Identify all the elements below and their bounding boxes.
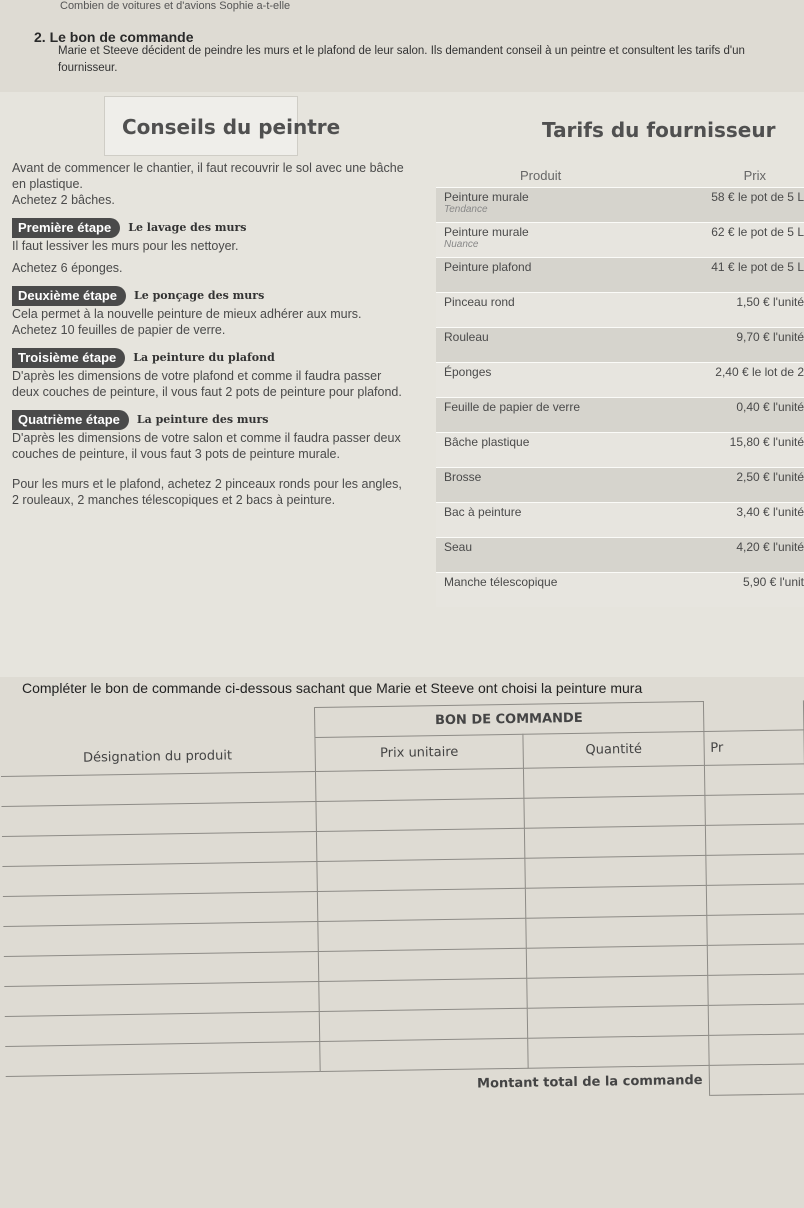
tarif-row <box>436 363 804 398</box>
tarif-row <box>436 398 804 433</box>
conseils-intro-buy: Achetez 2 bâches. <box>12 193 115 207</box>
tarif-price: 0,40 € l'unité <box>657 398 804 433</box>
order-price-cell[interactable] <box>708 1034 804 1066</box>
tarif-price: 4,20 € l'unité <box>657 538 804 573</box>
tarif-price: 62 € le pot de 5 L <box>657 223 804 258</box>
step-1-badge: Première étape <box>12 218 120 238</box>
tarif-price: 5,90 € l'unit <box>657 573 804 608</box>
tarif-price: 2,40 € le lot de 2 <box>657 363 804 398</box>
tarif-row <box>436 223 804 258</box>
order-title: BON DE COMMANDE <box>314 701 703 737</box>
tarif-product-name: Brosse <box>444 470 482 484</box>
exercise-intro: Marie et Steeve décident de peindre les murs et le plafond de leur salon. Ils demandent conseil à un peintre et consultent les tarifs d'un fournisseur. <box>58 45 745 74</box>
tarifs-col-price: Prix <box>743 168 766 183</box>
order-form <box>0 699 804 1208</box>
col-designation: Désignation du produit <box>0 738 315 777</box>
tarif-price: 41 € le pot de 5 L <box>657 258 804 293</box>
tarif-product-name: Manche télescopique <box>444 575 558 589</box>
order-unit-price-cell[interactable] <box>318 948 527 981</box>
step-2-title: Le ponçage des murs <box>134 289 265 302</box>
order-unit-price-cell[interactable] <box>317 858 526 891</box>
tarif-price: 58 € le pot de 5 L <box>657 188 804 223</box>
conseils-intro: Avant de commencer le chantier, il faut recouvrir le sol avec une bâche en plastique. <box>12 161 404 191</box>
order-price-cell[interactable] <box>707 944 804 976</box>
order-price-cell[interactable] <box>704 764 804 796</box>
tarif-row <box>436 573 804 608</box>
tarif-product <box>436 258 657 293</box>
step-1-text: Il faut lessiver les murs pour les nettoyer. <box>12 239 239 253</box>
conseils-text <box>12 160 410 508</box>
order-designation-cell[interactable] <box>4 952 319 987</box>
tarif-row <box>436 503 804 538</box>
order-unit-price-cell[interactable] <box>317 918 526 951</box>
tarif-product <box>436 398 657 433</box>
instruction-text: Compléter le bon de commande ci-dessous sachant que Marie et Steeve ont choisi la peinture mura <box>22 680 643 696</box>
order-designation-cell[interactable] <box>5 1012 320 1047</box>
step-3-badge: Troisième étape <box>12 348 125 368</box>
tarif-row <box>436 468 804 503</box>
order-designation-cell[interactable] <box>1 802 316 837</box>
order-designation-cell[interactable] <box>4 982 319 1017</box>
col-unit-price: Prix unitaire <box>315 734 524 771</box>
order-designation-cell[interactable] <box>1 772 316 807</box>
tarif-product-variant: Nuance <box>444 239 479 250</box>
tarif-row <box>436 538 804 573</box>
step-4-title: La peinture des murs <box>136 413 269 426</box>
conseils-title: Conseils du peintre <box>122 115 341 139</box>
tarif-product <box>436 223 657 258</box>
order-price-cell[interactable] <box>705 824 804 856</box>
order-designation-cell[interactable] <box>2 862 317 897</box>
step-3-title: La peinture du plafond <box>133 351 275 364</box>
order-quantity-cell[interactable] <box>526 885 707 918</box>
tarif-product-name: Bâche plastique <box>444 435 530 449</box>
order-unit-price-cell[interactable] <box>318 978 527 1011</box>
step-1-header <box>12 218 410 238</box>
previous-question-cut: Combien de voitures et d'avions Sophie a-t-elle <box>60 0 291 12</box>
order-quantity-cell[interactable] <box>527 945 708 978</box>
tarif-row <box>436 188 804 223</box>
order-price-cell[interactable] <box>707 974 804 1006</box>
tarif-price: 9,70 € l'unité <box>657 328 804 363</box>
tarif-product <box>436 538 657 573</box>
step-3-text: D'après les dimensions de votre plafond et comme il faudra passer deux couches de peinture, il vous faut 2 pots de peinture pour plafond. <box>12 369 402 399</box>
order-quantity-cell[interactable] <box>524 765 705 798</box>
order-quantity-cell[interactable] <box>525 825 706 858</box>
tarif-price: 1,50 € l'unité <box>657 293 804 328</box>
step-1-title: Le lavage des murs <box>128 221 247 234</box>
tarif-product <box>436 188 657 223</box>
order-price-cell[interactable] <box>706 914 804 946</box>
tarif-row <box>436 433 804 468</box>
tarif-product-name: Peinture murale <box>444 190 529 204</box>
order-price-cell[interactable] <box>706 854 804 886</box>
tarif-product <box>436 468 657 503</box>
order-quantity-cell[interactable] <box>525 855 706 888</box>
tarif-product <box>436 433 657 468</box>
tarif-product-name: Peinture murale <box>444 225 529 239</box>
tarif-product-name: Feuille de papier de verre <box>444 400 581 414</box>
col-price: Pr <box>704 730 804 766</box>
order-quantity-cell[interactable] <box>528 1005 709 1038</box>
col-quantity: Quantité <box>523 731 704 768</box>
order-designation-cell[interactable] <box>5 1042 320 1077</box>
order-quantity-cell[interactable] <box>527 975 708 1008</box>
order-price-cell[interactable] <box>705 794 804 826</box>
tarifs-table <box>436 164 804 607</box>
tarif-product-name: Rouleau <box>444 330 489 344</box>
order-unit-price-cell[interactable] <box>319 1038 528 1071</box>
tarifs-col-product: Produit <box>520 168 562 183</box>
order-unit-price-cell[interactable] <box>319 1008 528 1041</box>
tarif-product <box>436 363 657 398</box>
tarif-product <box>436 328 657 363</box>
tarif-product-variant: Tendance <box>444 204 488 215</box>
conseils-final: Pour les murs et le plafond, achetez 2 pinceaux ronds pour les angles, 2 rouleaux, 2 manches télescopiques et 2 bacs à peinture. <box>12 477 402 507</box>
order-table <box>0 699 804 1107</box>
order-designation-cell[interactable] <box>2 832 317 867</box>
order-unit-price-cell[interactable] <box>315 768 524 801</box>
tarif-product <box>436 573 657 608</box>
tarif-product-name: Peinture plafond <box>444 260 532 274</box>
step-4-text: D'après les dimensions de votre salon et comme il faudra passer deux couches de peinture, il vous faut 3 pots de peinture murale. <box>12 431 401 461</box>
order-quantity-cell[interactable] <box>524 795 705 828</box>
tarif-price: 2,50 € l'unité <box>657 468 804 503</box>
order-unit-price-cell[interactable] <box>317 888 526 921</box>
order-price-cell[interactable] <box>706 884 804 916</box>
order-designation-cell[interactable] <box>3 922 318 957</box>
step-3-header <box>12 348 410 368</box>
tarif-product-name: Seau <box>444 540 473 554</box>
tarif-product-name: Éponges <box>444 365 492 379</box>
tarif-product <box>436 293 657 328</box>
tarif-product <box>436 503 657 538</box>
order-quantity-cell[interactable] <box>526 915 707 948</box>
step-4-badge: Quatrième étape <box>12 410 129 430</box>
order-quantity-cell[interactable] <box>528 1035 709 1068</box>
step-2-text: Cela permet à la nouvelle peinture de mieux adhérer aux murs. <box>12 307 362 321</box>
step-1-buy: Achetez 6 éponges. <box>12 261 123 275</box>
total-label: Montant total de la commande <box>6 1065 710 1106</box>
total-cell[interactable] <box>709 1064 804 1096</box>
tarif-product-name: Bac à peinture <box>444 505 522 519</box>
order-unit-price-cell[interactable] <box>316 798 525 831</box>
tarif-row <box>436 258 804 293</box>
tarif-product-name: Pinceau rond <box>444 295 515 309</box>
order-designation-cell[interactable] <box>3 892 318 927</box>
exercise-title: 2. Le bon de commande <box>34 29 194 45</box>
order-unit-price-cell[interactable] <box>316 828 525 861</box>
step-4-header <box>12 410 410 430</box>
step-2-header <box>12 286 410 306</box>
tarif-row <box>436 328 804 363</box>
tarif-row <box>436 293 804 328</box>
tarif-price: 15,80 € l'unité <box>657 433 804 468</box>
order-price-cell[interactable] <box>708 1004 804 1036</box>
tarif-price: 3,40 € l'unité <box>657 503 804 538</box>
step-2-badge: Deuxième étape <box>12 286 126 306</box>
step-2-buy: Achetez 10 feuilles de papier de verre. <box>12 323 226 337</box>
tarifs-title: Tarifs du fournisseur <box>542 118 776 142</box>
